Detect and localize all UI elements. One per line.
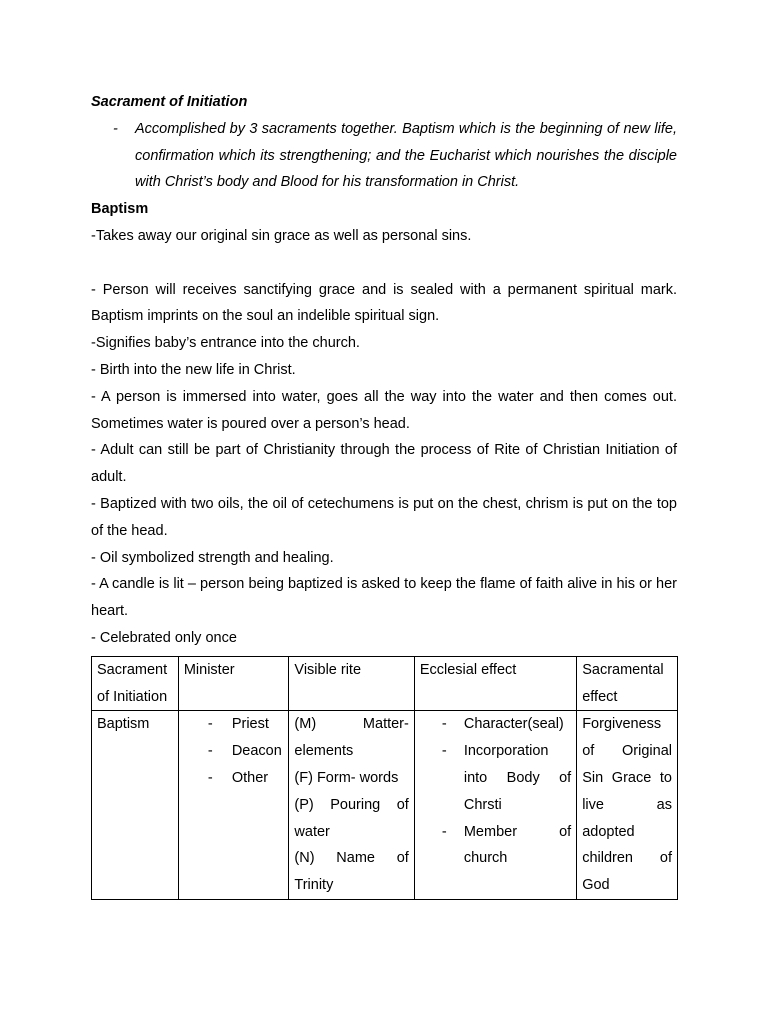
baptism-heading: Baptism bbox=[91, 201, 149, 218]
initiation-heading: Sacrament of Initiation bbox=[91, 94, 248, 110]
header-sacrament: Sacrament of Initiation bbox=[92, 656, 179, 711]
baptism-line-5: - A person is immersed into water, goes all the way into the water and then comes out. Sometimes water is poured over a person’s head. bbox=[91, 388, 677, 432]
baptism-line-6: - Adult can still be part of Christianity through the process of Rite of Christian Initiation of adult. bbox=[91, 442, 677, 486]
minister-list bbox=[184, 711, 284, 791]
ecclesial-list bbox=[420, 711, 571, 872]
baptism-line-1: -Takes away our original sin grace as well as personal sins. bbox=[91, 227, 472, 244]
baptism-line-3: -Signifies baby’s entrance into the church. bbox=[91, 335, 360, 352]
baptism-line-8: - Oil symbolized strength and healing. bbox=[91, 549, 334, 566]
baptism-line-9: - A candle is lit – person being baptized is asked to keep the flame of faith alive in his or her heart. bbox=[91, 576, 677, 620]
header-ecclesial-effect: Ecclesial effect bbox=[414, 656, 576, 711]
header-minister: Minister bbox=[178, 656, 289, 711]
baptism-line-7: - Baptized with two oils, the oil of cetechumens is put on the chest, chrism is put on the top of the head. bbox=[91, 495, 677, 539]
baptism-line-2: - Person will receives sanctifying grace and is sealed with a permanent spiritual mark. Baptism imprints on the soul an indelible spiritual sign. bbox=[91, 281, 677, 325]
cell-sacrament: Baptism bbox=[92, 711, 179, 900]
cell-visible-rite bbox=[289, 711, 414, 900]
table-row bbox=[92, 711, 678, 900]
list-item: - Priest bbox=[207, 716, 269, 733]
sacrament-table bbox=[91, 656, 678, 900]
list-item: - Other bbox=[207, 769, 269, 786]
document-content bbox=[91, 89, 677, 900]
cell-sacramental-effect: Forgiveness of Original Sin Grace to live as adopted children of God bbox=[577, 711, 678, 900]
bullet-dash: - bbox=[113, 120, 118, 137]
table-header-row bbox=[92, 656, 678, 711]
list-item: - Member of church bbox=[441, 823, 572, 867]
list-item: - Deacon bbox=[207, 743, 282, 760]
initiation-bullet bbox=[91, 116, 677, 196]
baptism-line-10: - Celebrated only once bbox=[91, 629, 237, 646]
blank-line bbox=[91, 250, 677, 277]
rite-item: (M) Matter- elements bbox=[294, 716, 409, 760]
rite-item: (P) Pouring of water bbox=[294, 796, 409, 840]
initiation-text: Accomplished by 3 sacraments together. Baptism which is the beginning of new life, confirmation which its strengthening; and the Eucharist which nourishes the disciple with Christ’s body and Blood for his transformation in Christ. bbox=[135, 120, 677, 191]
list-item: - Incorporation into Body of Chrsti bbox=[441, 743, 572, 813]
cell-ecclesial-effect bbox=[414, 711, 576, 900]
baptism-line-4: - Birth into the new life in Christ. bbox=[91, 361, 296, 378]
cell-minister bbox=[178, 711, 289, 900]
header-sacramental-effect: Sacramental effect bbox=[577, 656, 678, 711]
header-visible-rite: Visible rite bbox=[289, 656, 414, 711]
list-item: - Character(seal) bbox=[441, 716, 564, 733]
rite-item: (N) Name of Trinity bbox=[294, 850, 409, 894]
rite-item: (F) Form- words bbox=[294, 769, 399, 786]
